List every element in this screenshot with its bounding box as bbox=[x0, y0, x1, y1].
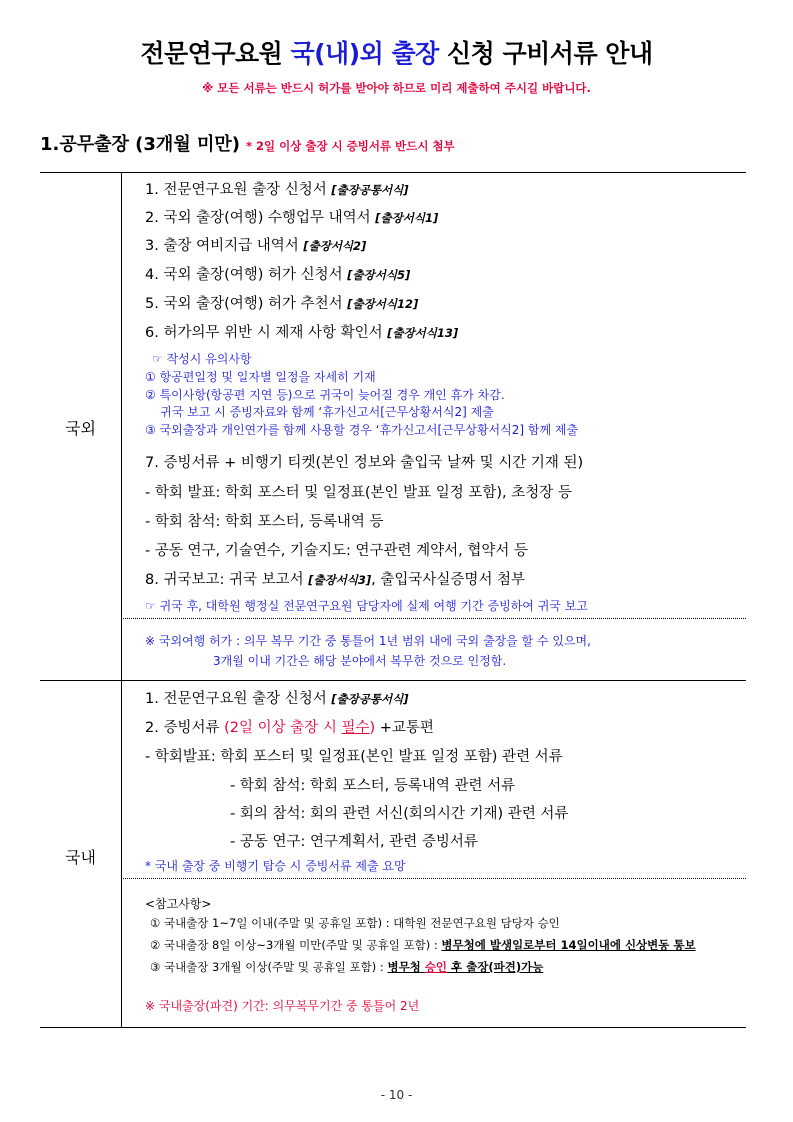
domestic-item-1: 1. 전문연구요원 출장 신청서 [출장공통서식] bbox=[145, 691, 409, 707]
overseas-dotted-divider bbox=[121, 618, 746, 619]
reference-item-2: ② 국내출장 8일 이상~3개월 미만(주말 및 공휴일 포함) : 병무청에 발생일로부터 14일이내에 신상변동 통보 bbox=[150, 938, 696, 952]
title-part-3: 신청 구비서류 안내 bbox=[438, 39, 653, 68]
overseas-item-3: 3. 출장 여비지급 내역서 [출장서식2] bbox=[145, 238, 367, 254]
overseas-item-4: 4. 국외 출장(여행) 허가 신청서 [출장서식5] bbox=[145, 267, 411, 283]
section-title: 1.공무출장 (3개월 미만) bbox=[40, 134, 240, 155]
return-report-note: ☞ 귀국 후, 대학원 행정실 전문연구요원 담당자에 실제 여행 기간 증빙하여 귀국 보고 bbox=[145, 599, 588, 613]
permit-note-line-2: 3개월 이내 기간은 해당 분야에서 복무한 것으로 인정함. bbox=[213, 654, 507, 668]
page-number: - 10 - bbox=[380, 1088, 413, 1102]
top-notice: ※ 모든 서류는 반드시 허가를 받아야 하므로 미리 제출하여 주시길 바랍니다. bbox=[202, 81, 591, 95]
overseas-note-3: ③ 국외출장과 개인연가를 함께 사용할 경우 ‘휴가신고서[근무상황서식2] 함께 제출 bbox=[145, 423, 579, 437]
row-label-domestic: 국내 bbox=[65, 848, 96, 867]
overseas-sub-1: - 학회 발표: 학회 포스터 및 일정표(본인 발표 일정 포함), 초청장 등 bbox=[145, 485, 572, 501]
table-column-divider bbox=[121, 173, 122, 1027]
domestic-flight-note: * 국내 출장 중 비행기 탑승 시 증빙서류 제출 요망 bbox=[145, 859, 406, 873]
reference-item-3: ③ 국내출장 3개월 이상(주말 및 공휴일 포함) : 병무청 승인 후 출장(파견)가능 bbox=[150, 960, 544, 974]
domestic-sub-2: - 학회 참석: 학회 포스터, 등록내역 관련 서류 bbox=[230, 778, 516, 794]
overseas-note-2-cont: 귀국 보고 시 증빙자료와 함께 ‘휴가신고서[근무상황서식2] 제출 bbox=[145, 405, 494, 419]
reference-item-1: ① 국내출장 1~7일 이내(주말 및 공휴일 포함) : 대학원 전문연구요원 담당자 승인 bbox=[150, 916, 560, 930]
overseas-note-1: ① 항공편일정 및 일자별 일정을 자세히 기재 bbox=[145, 370, 376, 384]
section-heading bbox=[40, 130, 455, 156]
domestic-sub-3: - 회의 참석: 회의 관련 서신(회의시간 기재) 관련 서류 bbox=[230, 806, 569, 822]
table-middle-border bbox=[40, 680, 746, 681]
title-part-1: 전문연구요원 bbox=[140, 39, 291, 68]
domestic-sub-1: - 학회발표: 학회 포스터 및 일정표(본인 발표 일정 포함) 관련 서류 bbox=[145, 749, 563, 765]
domestic-sub-4: - 공동 연구: 연구계획서, 관련 증빙서류 bbox=[230, 834, 478, 850]
table-top-border bbox=[40, 172, 746, 173]
reference-title: <참고사항> bbox=[145, 897, 212, 911]
section-note: * 2일 이상 출장 시 증빙서류 반드시 첨부 bbox=[245, 139, 455, 153]
page-title bbox=[0, 34, 793, 70]
permit-note-line-1: ※ 국외여행 허가 : 의무 복무 기간 중 통틀어 1년 범위 내에 국외 출장을 할 수 있으며, bbox=[145, 634, 591, 648]
domestic-dotted-divider bbox=[121, 878, 746, 879]
overseas-item-2: 2. 국외 출장(여행) 수행업무 내역서 [출장서식1] bbox=[145, 210, 439, 226]
overseas-note-heading: ☞ 작성시 유의사항 bbox=[152, 352, 252, 366]
domestic-period-limit-note: ※ 국내출장(파견) 기간: 의무복무기간 중 통틀어 2년 bbox=[145, 999, 420, 1013]
table-bottom-border bbox=[40, 1027, 746, 1028]
overseas-item-7: 7. 증빙서류 + 비행기 티켓(본인 정보와 출입국 날짜 및 시간 기재 된) bbox=[145, 455, 584, 471]
title-highlight: 국(내)외 출장 bbox=[290, 39, 439, 68]
overseas-sub-2: - 학회 참석: 학회 포스터, 등록내역 등 bbox=[145, 514, 384, 530]
overseas-item-6: 6. 허가의무 위반 시 제재 사항 확인서 [출장서식13] bbox=[145, 325, 459, 341]
overseas-item-5: 5. 국외 출장(여행) 허가 추천서 [출장서식12] bbox=[145, 296, 419, 312]
overseas-item-8: 8. 귀국보고: 귀국 보고서 [출장서식3], 출입국사실증명서 첨부 bbox=[145, 572, 526, 588]
overseas-sub-3: - 공동 연구, 기술연수, 기술지도: 연구관련 계약서, 협약서 등 bbox=[145, 543, 528, 559]
domestic-item-2: 2. 증빙서류 (2일 이상 출장 시 필수) +교통편 bbox=[145, 720, 434, 736]
overseas-item-1: 1. 전문연구요원 출장 신청서 [출장공통서식] bbox=[145, 182, 409, 198]
overseas-note-2: ② 특이사항(항공편 지연 등)으로 귀국이 늦어질 경우 개인 휴가 차감. bbox=[145, 388, 505, 402]
row-label-overseas: 국외 bbox=[65, 419, 96, 438]
